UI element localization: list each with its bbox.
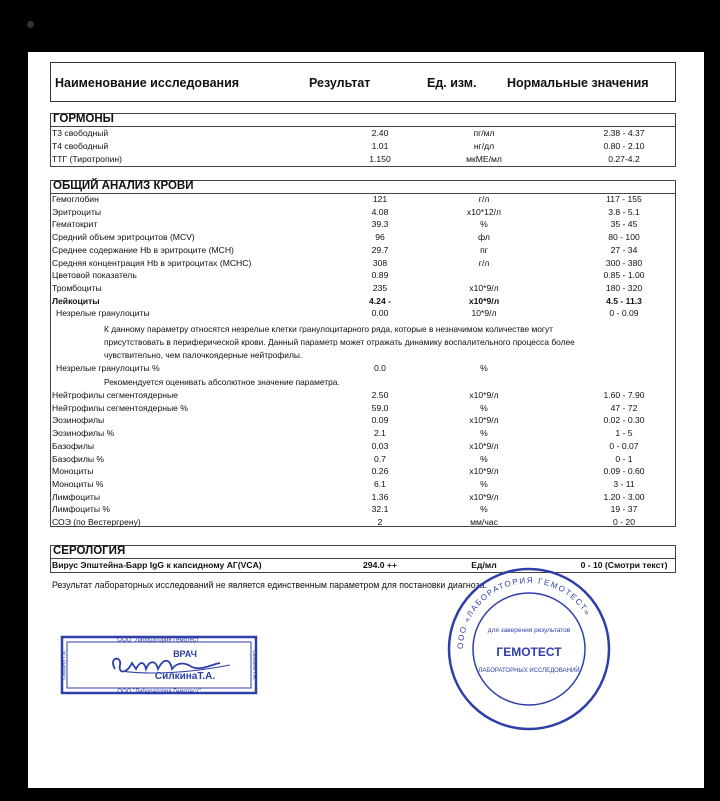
cell-result: 0.89 <box>371 270 389 281</box>
cell-result: 294.0 ++ <box>363 560 397 570</box>
table-row <box>52 244 674 257</box>
cell-name: СОЭ (по Вестергрену) <box>52 517 141 527</box>
cell-name: Средний объем эритроцитов (MCV) <box>52 232 195 243</box>
cell-result: 2.1 <box>374 428 386 439</box>
cell-result: 0.09 <box>371 415 389 426</box>
table-row <box>52 427 674 440</box>
cell-result: 59.0 <box>371 402 389 413</box>
cell-norm: 1.60 - 7.90 <box>603 390 645 400</box>
cell-name: Лимфоциты <box>52 491 101 502</box>
table-row <box>52 307 674 320</box>
cell-unit: x10*9/л <box>469 390 499 400</box>
cell-name: Лейкоциты <box>52 295 100 306</box>
table-row <box>52 127 674 140</box>
cell-unit: % <box>480 363 488 373</box>
cell-result: 1.01 <box>371 141 389 151</box>
cell-name: Моноциты <box>52 466 94 477</box>
cell-result: 4.24 - <box>369 295 391 306</box>
cell-result: 2.50 <box>371 390 389 400</box>
cell-norm: 0.27-4.2 <box>608 154 640 164</box>
table-row <box>52 389 674 402</box>
cell-norm: 1 - 5 <box>615 428 633 439</box>
cell-norm: 300 - 380 <box>605 257 643 268</box>
camera-dot <box>27 21 34 28</box>
cell-result: 235 <box>372 282 388 293</box>
cell-unit: 10*9/л <box>471 308 497 319</box>
cell-name: Т4 свободный <box>52 141 109 151</box>
header-result: Результат <box>309 76 371 90</box>
table-row <box>52 414 674 427</box>
round-stamp-top: для заверения результатов <box>487 627 571 634</box>
cell-norm: 0 - 10 (Смотри текст) <box>580 560 668 570</box>
doctor-stamp-side-right: Силкина Т.А. <box>251 650 257 680</box>
table-row <box>52 257 674 270</box>
doctor-stamp-bottom: ООО "Лаборатория Гемотест" <box>117 689 201 695</box>
table-row <box>52 206 674 219</box>
cell-unit: мм/час <box>470 517 498 527</box>
section-title: ГОРМОНЫ <box>53 113 114 125</box>
doctor-name: СилкинаТ.А. <box>154 671 216 682</box>
cell-unit: x10*9/л <box>468 295 500 306</box>
cell-result: 0.03 <box>371 440 389 451</box>
cell-unit: г/л <box>478 257 490 268</box>
cell-norm: 0.80 - 2.10 <box>603 141 645 151</box>
doctor-stamp-side-left: Силкина Т.А. <box>61 650 68 680</box>
cell-norm: 27 - 34 <box>610 244 638 255</box>
cell-norm: 19 - 37 <box>610 504 638 515</box>
cell-unit: пг <box>480 244 488 255</box>
cell-unit: % <box>480 428 488 439</box>
table-row <box>52 282 674 295</box>
cell-norm: 3 - 11 <box>613 478 635 489</box>
header-unit: Ед. изм. <box>427 76 477 90</box>
cell-name: Эозинофилы % <box>52 428 115 439</box>
cell-name: Нейтрофилы сегментоядерные <box>52 390 178 400</box>
cell-norm: 35 - 45 <box>610 219 638 230</box>
cell-norm: 4.5 - 11.3 <box>606 295 642 306</box>
cell-unit: мкМЕ/мл <box>466 154 502 164</box>
cell-result: 121 <box>372 194 388 204</box>
cell-unit: % <box>480 478 488 489</box>
table-row <box>52 231 674 244</box>
table-row <box>52 153 674 166</box>
cell-name: Эозинофилы <box>52 415 105 426</box>
note-absolute: Рекомендуется оценивать абсолютное значение параметра. <box>104 377 340 387</box>
cell-norm: 0 - 1 <box>615 453 633 464</box>
cell-name: Незрелые гранулоциты <box>56 308 150 319</box>
doctor-stamp <box>60 635 258 695</box>
table-header <box>50 62 676 102</box>
header-name: Наименование исследования <box>55 76 240 90</box>
cell-name: Т3 свободный <box>52 128 109 138</box>
note-line: присутствовать в периферической крови. Данный параметр может отражать динамику воспалительного процесса более <box>104 337 575 347</box>
round-stamp-ring: ООО «ЛАБОРАТОРИЯ ГЕМОТЕСТ» <box>455 575 593 650</box>
cell-name: Эритроциты <box>52 206 102 217</box>
table-row <box>52 516 674 529</box>
table-row <box>52 491 674 504</box>
cell-result: 1.36 <box>371 491 389 502</box>
cell-name: Средняя концентрация Hb в эритроцитах (MCHC) <box>52 257 252 268</box>
cell-name: Базофилы % <box>52 453 105 464</box>
cell-unit: г/л <box>478 194 490 204</box>
disclaimer: Результат лабораторных исследований не является единственным параметром для постановки диагноза. <box>52 580 487 590</box>
table-row <box>52 193 674 206</box>
cell-unit: пг/мл <box>473 128 495 138</box>
cell-name: Нейтрофилы сегментоядерные % <box>52 402 188 413</box>
cell-result: 0.0 <box>374 363 386 373</box>
doctor-role: ВРАЧ <box>173 649 197 659</box>
cell-norm: 2.38 - 4.37 <box>603 128 645 138</box>
note-line: чувствительно, чем палочкоядерные нейтрофилы. <box>104 350 303 360</box>
table-row <box>52 402 674 415</box>
cell-norm: 0.02 - 0.30 <box>603 415 645 426</box>
cell-result: 0.7 <box>374 453 386 464</box>
cell-name: Тромбоциты <box>52 282 102 293</box>
table-row <box>52 269 674 282</box>
cell-unit: x10*9/л <box>469 415 499 426</box>
cell-norm: 47 - 72 <box>610 402 638 413</box>
table-row <box>52 295 674 308</box>
note-granulocytes <box>104 323 664 362</box>
cell-name: Вирус Эпштейна-Барр IgG к капсидному АГ(VCA) <box>52 560 262 570</box>
note-line: К данному параметру относятся незрелые клетки гранулоцитарного ряда, которые в незначимом количестве могут <box>104 324 554 334</box>
cell-result: 0.26 <box>371 466 389 477</box>
table-row <box>52 465 674 478</box>
cell-unit: фл <box>478 232 490 243</box>
cell-result: 39.3 <box>371 219 389 230</box>
cell-unit: % <box>480 219 488 230</box>
cell-name: ТТГ (Тиротропин) <box>52 154 123 164</box>
round-stamp-brand: ГЕМОТЕСТ <box>496 645 562 659</box>
cell-name: Лимфоциты % <box>52 504 111 515</box>
cell-unit: нг/дл <box>473 141 495 151</box>
cell-name: Базофилы <box>52 440 95 451</box>
cell-name: Незрелые гранулоциты % <box>56 363 160 373</box>
cell-unit: Ед/мл <box>471 560 497 570</box>
cell-unit: % <box>480 402 488 413</box>
cell-result: 308 <box>372 257 388 268</box>
cell-result: 0.00 <box>371 308 389 319</box>
section-title: СЕРОЛОГИЯ <box>53 545 126 557</box>
cell-name: Среднее содержание Hb в эритроците (MCH) <box>52 244 234 255</box>
cell-result: 2 <box>377 517 383 527</box>
section-title: ОБЩИЙ АНАЛИЗ КРОВИ <box>53 180 194 192</box>
cell-name: Гемоглобин <box>52 194 99 204</box>
table-row <box>52 503 674 516</box>
header-norm: Нормальные значения <box>507 76 649 90</box>
cell-norm: 0 - 0.07 <box>609 440 639 451</box>
cell-name: Моноциты % <box>52 478 104 489</box>
table-row <box>52 453 674 466</box>
laboratory-round-stamp <box>444 564 614 734</box>
cell-unit: % <box>480 504 488 515</box>
cell-norm: 80 - 100 <box>608 232 640 243</box>
cell-result: 1.150 <box>369 154 391 164</box>
table-row <box>52 362 674 375</box>
cell-result: 2.40 <box>371 128 389 138</box>
cell-name: Гематокрит <box>52 219 98 230</box>
cell-unit: x10*9/л <box>469 440 499 451</box>
cell-norm: 180 - 320 <box>605 282 643 293</box>
table-row <box>52 478 674 491</box>
cell-norm: 0.85 - 1.00 <box>603 270 645 281</box>
cell-unit: % <box>480 453 488 464</box>
cell-unit: x10*9/л <box>469 466 499 477</box>
table-row <box>52 218 674 231</box>
cell-norm: 1.20 - 3.00 <box>603 491 645 502</box>
table-row <box>52 140 674 153</box>
cell-norm: 3.8 - 5.1 <box>608 206 640 217</box>
cell-result: 96 <box>375 232 385 243</box>
cell-name: Цветовой показатель <box>52 270 137 281</box>
cell-norm: 0 - 20 <box>613 517 635 527</box>
cell-result: 4.08 <box>371 206 389 217</box>
cell-unit: x10*9/л <box>469 491 499 502</box>
table-row <box>52 440 674 453</box>
cell-norm: 117 - 155 <box>606 194 642 204</box>
cell-norm: 0.09 - 0.60 <box>603 466 645 477</box>
cell-unit: x10*12/л <box>466 206 502 217</box>
cell-result: 29.7 <box>371 244 389 255</box>
cell-result: 32.1 <box>371 504 389 515</box>
round-stamp-bottom: ЛАБОРАТОРНЫХ ИССЛЕДОВАНИЙ <box>478 668 580 674</box>
cell-result: 6.1 <box>374 478 386 489</box>
doctor-stamp-top: ООО "Лаборатория Гемотест" <box>117 637 201 644</box>
cell-unit: x10*9/л <box>469 282 499 293</box>
cell-norm: 0 - 0.09 <box>609 308 639 319</box>
